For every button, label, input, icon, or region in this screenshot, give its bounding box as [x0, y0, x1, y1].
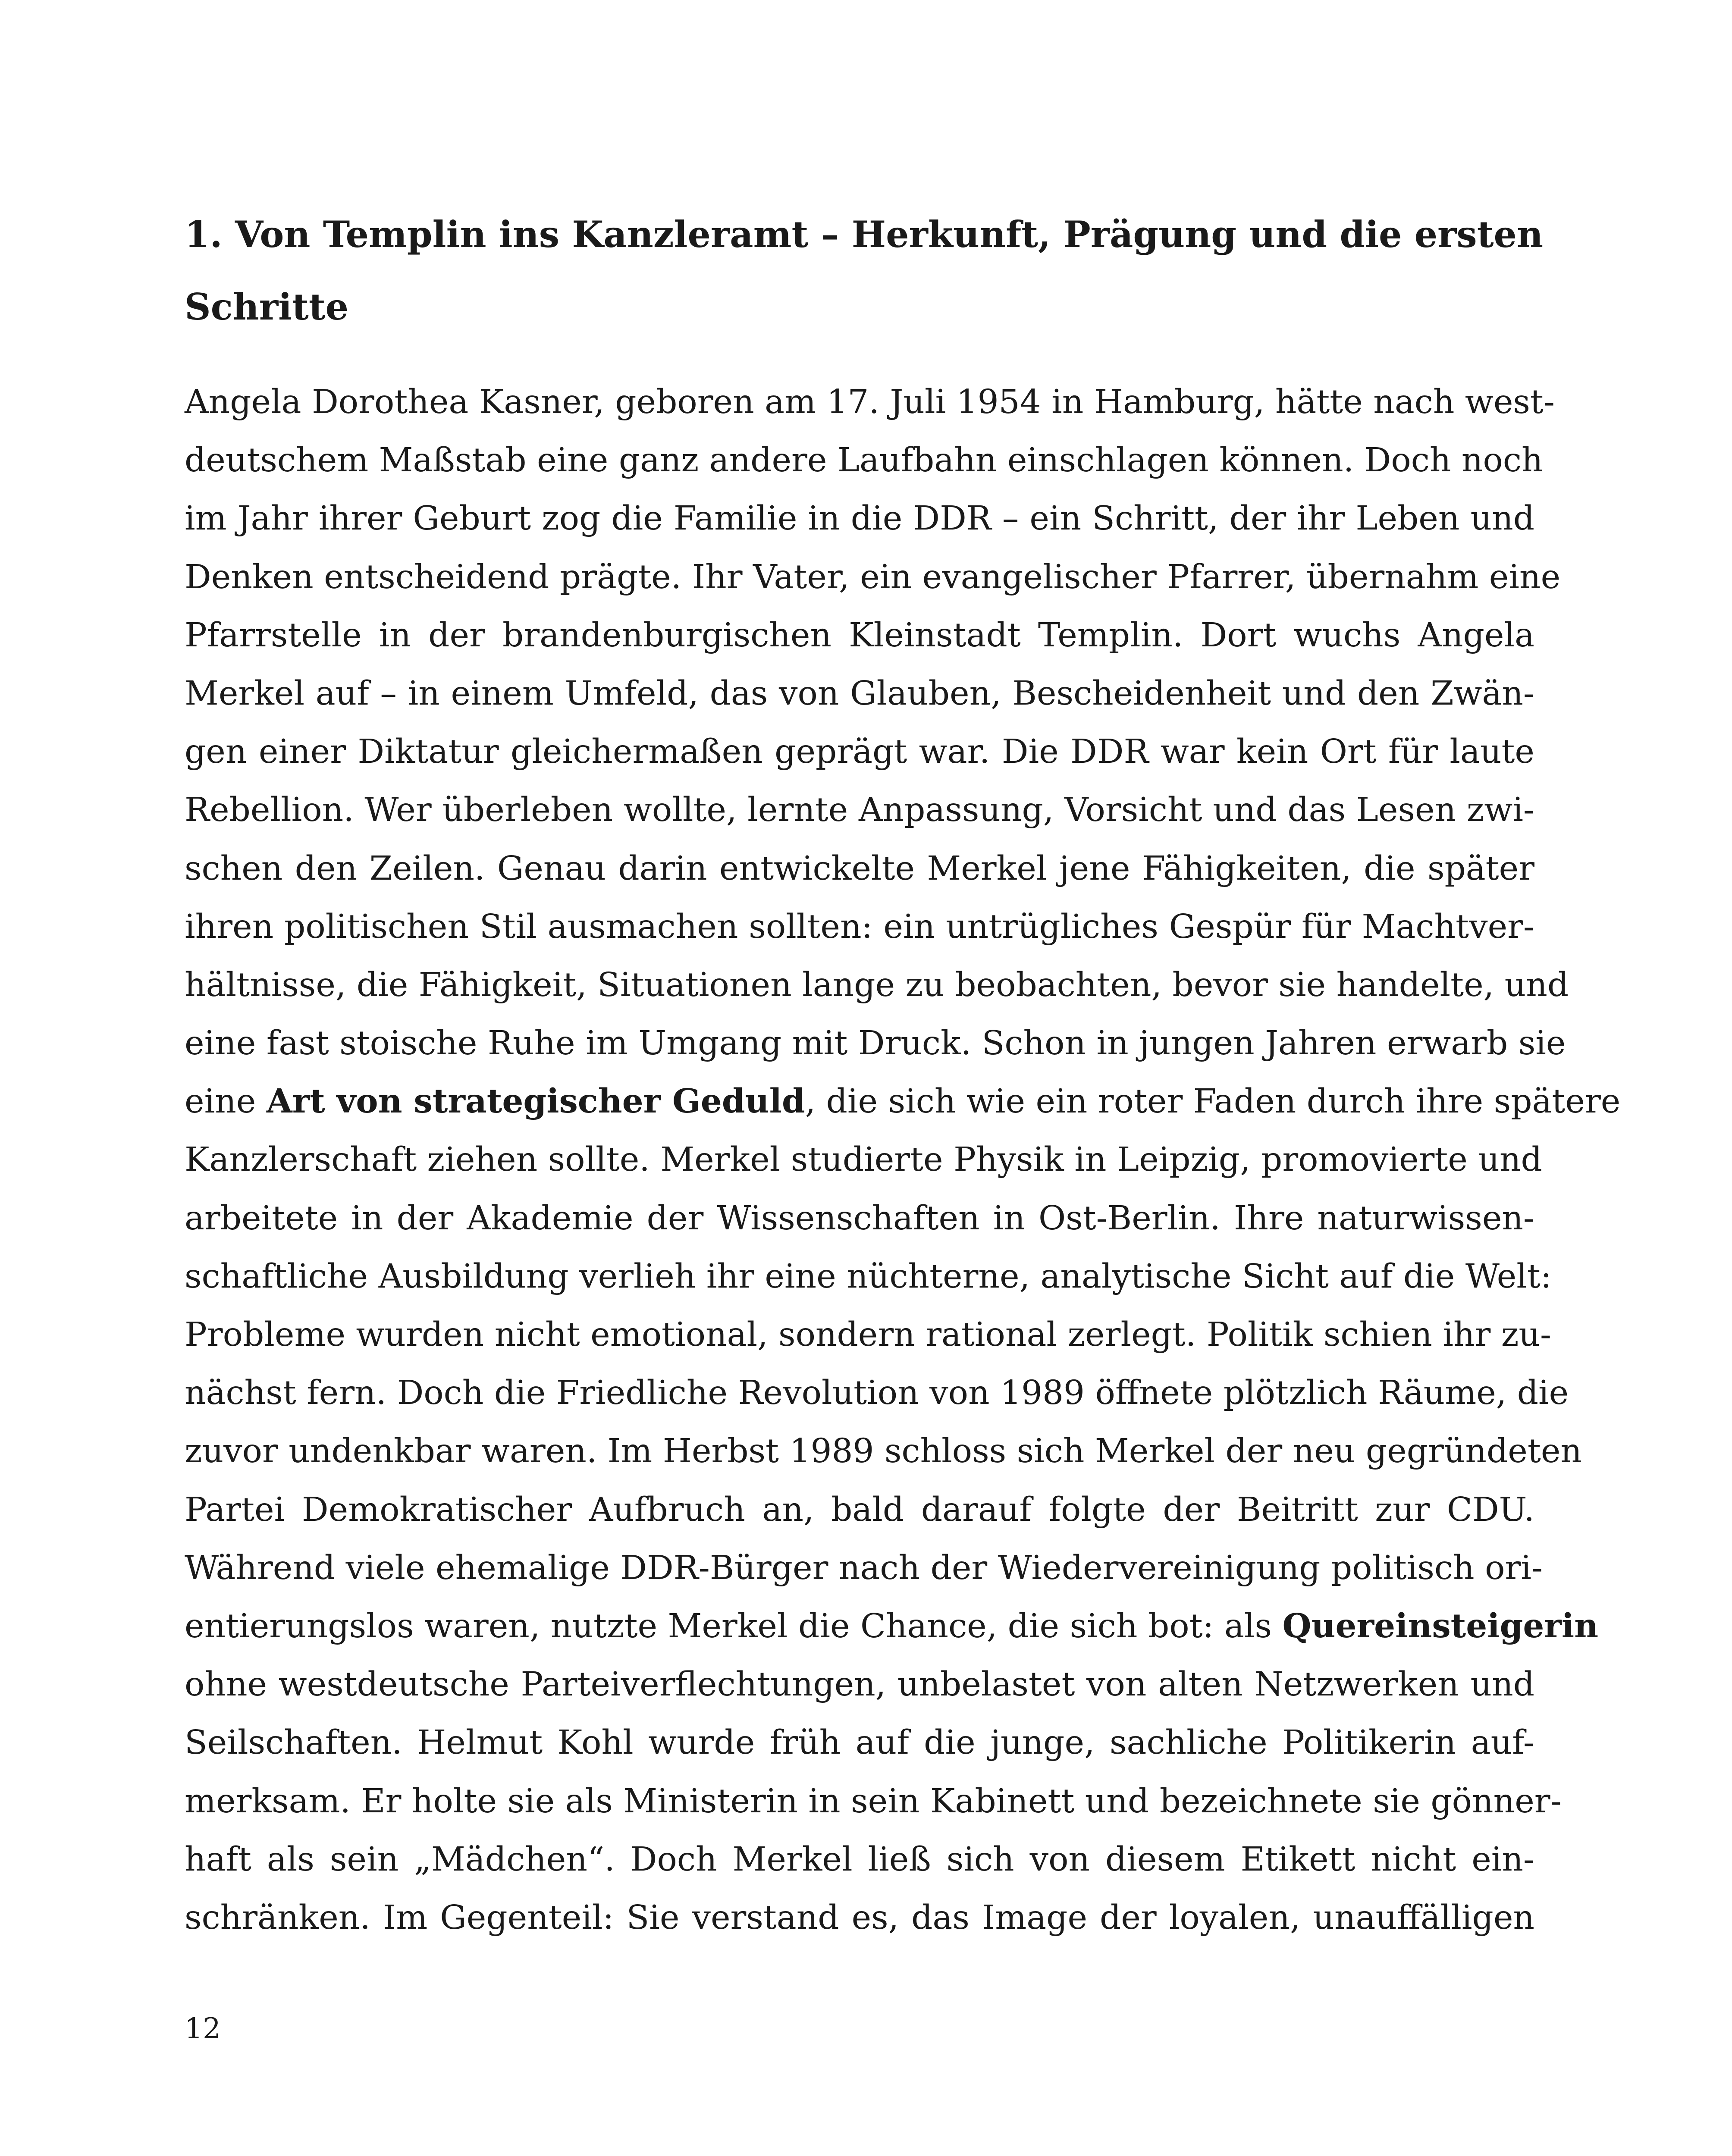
paragraph-line: Rebellion. Wer überleben wollte, lernte Anpassung, Vorsicht und das Lesen zwi- — [185, 791, 1534, 830]
paragraph-line: Pfarrstelle in der brandenburgischen Kleinstadt Templin. Dort wuchs Angela — [185, 616, 1534, 655]
page-number: 12 — [185, 2012, 221, 2045]
bold-phrase: Art von strategischer Geduld — [266, 1082, 805, 1121]
body-paragraph — [185, 373, 1621, 1947]
bold-phrase: Quereinsteigerin — [1282, 1606, 1599, 1645]
paragraph-line: haft als sein „Mädchen“. Doch Merkel ließ sich von diesem Etikett nicht ein- — [185, 1840, 1534, 1879]
paragraph-line-with-bold — [185, 1597, 1599, 1655]
paragraph-line: eine fast stoische Ruhe im Umgang mit Druck. Schon in jungen Jahren erwarb sie — [185, 1024, 1566, 1063]
chapter-heading — [185, 198, 1544, 343]
paragraph-line: Kanzlerschaft ziehen sollte. Merkel studierte Physik in Leipzig, promovierte und — [185, 1141, 1542, 1179]
paragraph-line: Seilschaften. Helmut Kohl wurde früh auf die junge, sachliche Politikerin auf- — [185, 1724, 1534, 1762]
paragraph-line: arbeitete in der Akademie der Wissenschaften in Ost-Berlin. Ihre naturwissen- — [185, 1199, 1534, 1238]
chapter-heading-line-2: Schritte — [185, 285, 349, 328]
paragraph-line: schränken. Im Gegenteil: Sie verstand es, das Image der loyalen, unauffälligen — [185, 1898, 1534, 1937]
paragraph-line: schen den Zeilen. Genau darin entwickelte Merkel jene Fähigkeiten, die später — [185, 849, 1534, 888]
paragraph-line: ihren politischen Stil ausmachen sollten: ein untrügliches Gespür für Machtver- — [185, 907, 1534, 946]
paragraph-line: nächst fern. Doch die Friedliche Revolution von 1989 öffnete plötzlich Räume, die — [185, 1374, 1569, 1413]
line-text-before: entierungslos waren, nutzte Merkel die Chance, die sich bot: als — [185, 1607, 1283, 1645]
paragraph-line: merksam. Er holte sie als Ministerin in sein Kabinett und bezeichnete sie gönner- — [185, 1782, 1562, 1821]
chapter-heading-line-1: 1. Von Templin ins Kanzleramt – Herkunft, Prägung und die ersten — [185, 213, 1544, 256]
paragraph-line: Partei Demokratischer Aufbruch an, bald darauf folgte der Beitritt zur CDU. — [185, 1490, 1534, 1529]
paragraph-line: Merkel auf – in einem Umfeld, das von Glauben, Bescheidenheit und den Zwän- — [185, 674, 1534, 713]
paragraph-line: deutschem Maßstab eine ganz andere Laufbahn einschlagen können. Doch noch — [185, 441, 1543, 480]
paragraph-line: gen einer Diktatur gleichermaßen geprägt war. Die DDR war kein Ort für laute — [185, 733, 1534, 771]
paragraph-line: im Jahr ihrer Geburt zog die Familie in die DDR – ein Schritt, der ihr Leben und — [185, 499, 1534, 538]
paragraph-line: schaftliche Ausbildung verlieh ihr eine nüchterne, analytische Sicht auf die Welt: — [185, 1257, 1552, 1296]
paragraph-line-with-bold — [185, 1072, 1621, 1131]
paragraph-line: hältnisse, die Fähigkeit, Situationen lange zu beobachten, bevor sie handelte, und — [185, 965, 1569, 1004]
paragraph-line: Denken entscheidend prägte. Ihr Vater, ein evangelischer Pfarrer, übernahm eine — [185, 558, 1561, 596]
line-text-after: , die sich wie ein roter Faden durch ihre spätere — [805, 1082, 1621, 1121]
paragraph-line: Probleme wurden nicht emotional, sondern rational zerlegt. Politik schien ihr zu- — [185, 1316, 1551, 1354]
paragraph-line: Angela Dorothea Kasner, geboren am 17. Juli 1954 in Hamburg, hätte nach west- — [185, 383, 1555, 421]
paragraph-line: zuvor undenkbar waren. Im Herbst 1989 schloss sich Merkel der neu gegründeten — [185, 1432, 1582, 1471]
paragraph-line: Während viele ehemalige DDR-Bürger nach der Wiedervereinigung politisch ori- — [185, 1548, 1543, 1587]
paragraph-line: ohne westdeutsche Parteiverflechtungen, unbelastet von alten Netzwerken und — [185, 1665, 1534, 1704]
line-text-before: eine — [185, 1082, 267, 1121]
